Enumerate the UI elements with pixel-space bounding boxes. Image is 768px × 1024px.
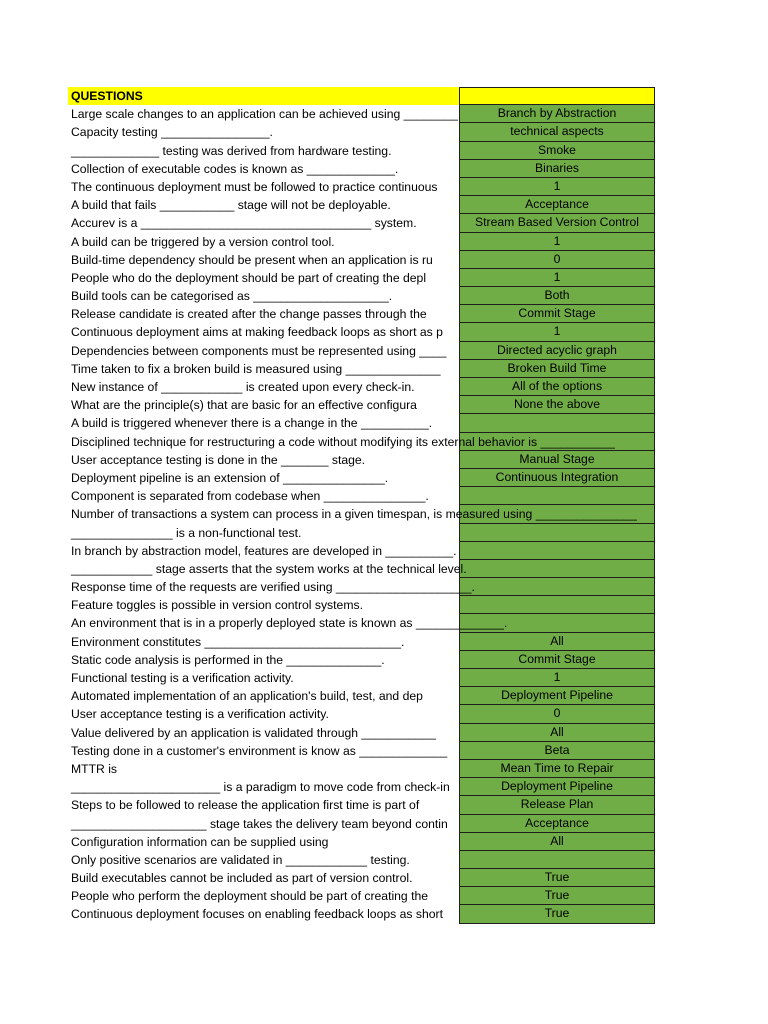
table-row xyxy=(68,433,656,451)
table-row xyxy=(68,414,656,432)
question-cell[interactable]: ____________________ stage takes the delivery team beyond contin xyxy=(71,816,448,831)
question-cell[interactable]: Configuration information can be supplied using xyxy=(71,834,329,849)
answer-cell[interactable]: Commit Stage xyxy=(459,305,655,323)
answer-cell[interactable]: All of the options xyxy=(459,378,655,396)
question-cell[interactable]: Large scale changes to an application can be achieved using ________ xyxy=(71,107,458,122)
question-cell[interactable]: Component is separated from codebase when _______________. xyxy=(71,489,429,504)
answer-cell[interactable]: All xyxy=(459,633,655,651)
answer-cell[interactable] xyxy=(459,524,655,542)
table-row xyxy=(68,724,656,742)
table-row xyxy=(68,323,656,341)
question-cell[interactable]: People who perform the deployment should be part of creating the xyxy=(71,889,429,904)
table-row xyxy=(68,214,656,232)
answer-cell[interactable] xyxy=(459,578,655,596)
question-cell[interactable]: Build tools can be categorised as ____________________. xyxy=(71,289,393,304)
answer-cell[interactable] xyxy=(459,560,655,578)
table-row xyxy=(68,105,656,123)
question-cell[interactable]: What are the principle(s) that are basic for an effective configura xyxy=(71,398,417,413)
answer-cell[interactable]: Release Plan xyxy=(459,796,655,814)
question-cell[interactable]: Static code analysis is performed in the ______________. xyxy=(71,652,385,667)
table-row xyxy=(68,542,656,560)
table-row xyxy=(68,251,656,269)
answer-cell[interactable] xyxy=(459,542,655,560)
table-row xyxy=(68,742,656,760)
table-row xyxy=(68,142,656,160)
answer-cell[interactable]: Manual Stage xyxy=(459,451,655,469)
answer-cell[interactable]: All xyxy=(459,724,655,742)
question-cell[interactable]: Functional testing is a verification activity. xyxy=(71,671,294,685)
answer-cell[interactable]: 1 xyxy=(459,233,655,251)
question-cell[interactable]: In branch by abstraction model, features are developed in __________. xyxy=(71,543,457,558)
table-row xyxy=(68,178,656,196)
question-cell[interactable]: _______________ is a non-functional test. xyxy=(71,525,302,540)
answer-cell[interactable] xyxy=(459,414,655,432)
question-cell[interactable]: Testing done in a customer's environment is know as _____________ xyxy=(71,743,448,758)
table-row xyxy=(68,833,656,851)
table-row xyxy=(68,687,656,705)
answer-cell[interactable]: Both xyxy=(459,287,655,305)
answer-cell[interactable]: All xyxy=(459,833,655,851)
table-row xyxy=(68,360,656,378)
answer-cell[interactable]: 1 xyxy=(459,269,655,287)
question-cell[interactable]: New instance of ____________ is created upon every check-in. xyxy=(71,380,415,394)
answer-cell[interactable]: Binaries xyxy=(459,160,655,178)
answer-cell[interactable]: 1 xyxy=(459,178,655,196)
answer-cell[interactable] xyxy=(459,596,655,614)
table-row xyxy=(68,760,656,778)
question-cell[interactable]: A build is triggered whenever there is a change in the __________. xyxy=(71,416,433,431)
question-cell[interactable]: A build can be triggered by a version control tool. xyxy=(71,234,335,249)
answer-cell[interactable]: Stream Based Version Control xyxy=(459,214,655,232)
table-row xyxy=(68,905,656,923)
answer-cell[interactable]: Commit Stage xyxy=(459,651,655,669)
answer-cell[interactable]: Acceptance xyxy=(459,815,655,833)
question-cell[interactable]: Value delivered by an application is validated through ___________ xyxy=(71,725,436,740)
table-row xyxy=(68,451,656,469)
question-cell[interactable]: _____________ testing was derived from hardware testing. xyxy=(71,143,392,158)
question-cell[interactable]: An environment that is in a properly deployed state is known as _____________. xyxy=(71,616,508,631)
question-cell[interactable]: Number of transactions a system can process in a given timespan, is measured using _______________ xyxy=(71,507,638,522)
question-cell[interactable]: The continuous deployment must be followed to practice continuous xyxy=(71,179,438,194)
table-row xyxy=(68,233,656,251)
table-row xyxy=(68,596,656,614)
table-row xyxy=(68,469,656,487)
answer-cell[interactable]: Broken Build Time xyxy=(459,360,655,378)
answer-cell[interactable]: None the above xyxy=(459,396,655,414)
question-cell[interactable]: ____________ stage asserts that the system works at the technical level. xyxy=(71,561,467,576)
answer-cell[interactable]: 0 xyxy=(459,251,655,269)
question-cell[interactable]: ______________________ is a paradigm to move code from check-in xyxy=(71,780,450,795)
answer-cell[interactable]: 1 xyxy=(459,669,655,687)
answer-cell[interactable]: True xyxy=(459,905,655,923)
table-row xyxy=(68,796,656,814)
question-cell[interactable]: User acceptance testing is done in the _______ stage. xyxy=(71,452,366,467)
table-row xyxy=(68,578,656,596)
table-row xyxy=(68,123,656,141)
question-cell[interactable]: MTTR is xyxy=(71,761,118,776)
table-row xyxy=(68,524,656,542)
question-cell[interactable]: Response time of the requests are verified using ____________________. xyxy=(71,580,475,595)
answer-cell[interactable]: 0 xyxy=(459,705,655,723)
table-row xyxy=(68,815,656,833)
answer-cell[interactable]: Deployment Pipeline xyxy=(459,687,655,705)
table-row xyxy=(68,869,656,887)
answer-cell[interactable]: Smoke xyxy=(459,142,655,160)
question-cell[interactable]: Feature toggles is possible in version control systems. xyxy=(71,598,363,613)
answer-cell[interactable]: Deployment Pipeline xyxy=(459,778,655,796)
table-row xyxy=(68,269,656,287)
question-cell[interactable]: A build that fails ___________ stage will not be deployable. xyxy=(71,198,391,213)
answer-cell[interactable]: True xyxy=(459,887,655,905)
answer-cell[interactable]: technical aspects xyxy=(459,123,655,141)
question-cell[interactable]: Collection of executable codes is known as _____________. xyxy=(71,161,399,176)
question-cell[interactable]: Automated implementation of an application's build, test, and dep xyxy=(71,689,423,704)
question-cell[interactable]: Only positive scenarios are validated in ____________ testing. xyxy=(71,852,410,867)
table-row xyxy=(68,705,656,723)
question-cell[interactable]: Accurev is a __________________________________ system. xyxy=(71,216,417,231)
answer-cell[interactable]: Acceptance xyxy=(459,196,655,214)
table-row xyxy=(68,505,656,523)
answer-cell[interactable] xyxy=(459,851,655,869)
question-cell[interactable]: Continuous deployment focuses on enabling feedback loops as short xyxy=(71,907,443,922)
question-cell[interactable]: Steps to be followed to release the application first time is part of xyxy=(71,798,420,813)
table-row xyxy=(68,669,656,687)
table-row xyxy=(68,287,656,305)
answer-cell[interactable] xyxy=(459,487,655,505)
question-cell[interactable]: Environment constitutes _____________________________. xyxy=(71,634,405,649)
question-cell[interactable]: User acceptance testing is a verification activity. xyxy=(71,707,329,722)
table-row xyxy=(68,487,656,505)
table-row xyxy=(68,196,656,214)
table-row xyxy=(68,778,656,796)
table-row xyxy=(68,378,656,396)
question-cell[interactable]: Build executables cannot be included as part of version control. xyxy=(71,871,413,886)
table-row xyxy=(68,160,656,178)
table-row xyxy=(68,887,656,905)
questions-header[interactable]: QUESTIONS xyxy=(68,87,459,105)
question-cell[interactable]: People who do the deployment should be part of creating the depl xyxy=(71,270,427,285)
question-cell[interactable]: Continuous deployment aims at making feedback loops as short as p xyxy=(71,325,443,340)
table-row xyxy=(68,614,656,632)
table-row xyxy=(68,851,656,869)
answer-cell[interactable]: Branch by Abstraction xyxy=(459,105,655,123)
table-row xyxy=(68,396,656,414)
answer-cell[interactable]: Mean Time to Repair xyxy=(459,760,655,778)
answer-cell[interactable]: Directed acyclic graph xyxy=(459,342,655,360)
answer-cell[interactable]: True xyxy=(459,869,655,887)
question-cell[interactable]: Deployment pipeline is an extension of _______________. xyxy=(71,470,389,485)
question-cell[interactable]: Disciplined technique for restructuring a code without modifying its external behavior is ___________ xyxy=(71,434,616,449)
question-rows xyxy=(68,105,656,923)
header-row xyxy=(68,87,656,105)
question-cell[interactable]: Dependencies between components must be represented using ____ xyxy=(71,343,447,358)
table-row xyxy=(68,560,656,578)
table-row xyxy=(68,305,656,323)
answer-cell[interactable]: Beta xyxy=(459,742,655,760)
question-cell[interactable]: Build-time dependency should be present when an application is ru xyxy=(71,252,433,267)
spreadsheet xyxy=(68,87,656,924)
answer-header-cell[interactable] xyxy=(459,87,655,105)
answer-cell[interactable]: 1 xyxy=(459,323,655,341)
table-row xyxy=(68,651,656,669)
question-cell[interactable]: Release candidate is created after the change passes through the xyxy=(71,307,427,322)
answer-cell[interactable]: Continuous Integration xyxy=(459,469,655,487)
question-cell[interactable]: Time taken to fix a broken build is measured using ______________ xyxy=(71,361,441,376)
table-row xyxy=(68,342,656,360)
table-row xyxy=(68,633,656,651)
question-cell[interactable]: Capacity testing ________________. xyxy=(71,125,273,140)
